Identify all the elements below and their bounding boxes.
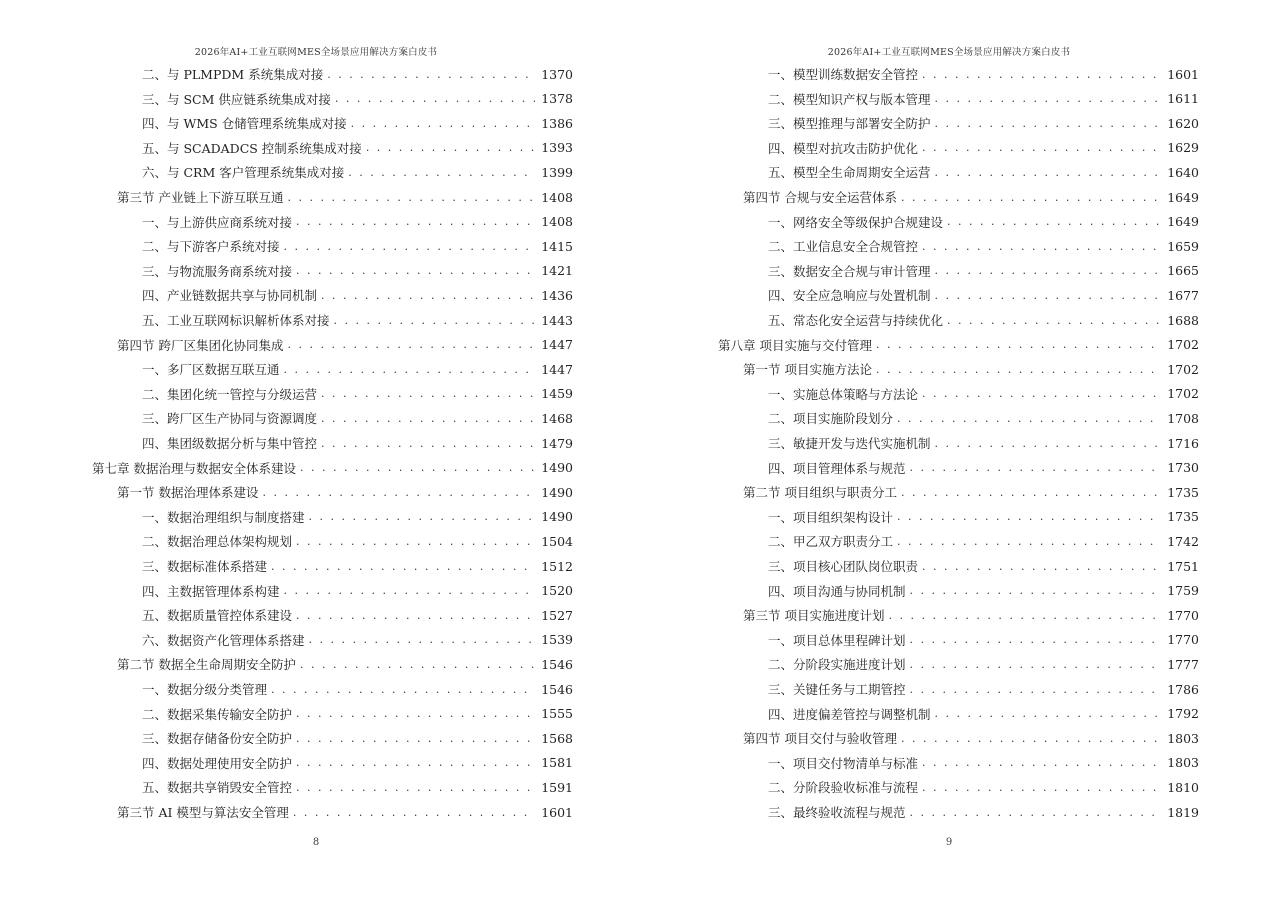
- toc-dot-leader: [321, 289, 535, 302]
- toc-entry[interactable]: [117, 480, 573, 504]
- toc-entry-title: 第四节 合规与安全运营体系: [743, 190, 897, 205]
- toc-dot-leader: [935, 92, 1161, 105]
- toc-entry-title: 二、甲乙双方职责分工: [768, 534, 894, 550]
- toc-dot-leader: [296, 264, 535, 277]
- toc-entry-page: 1546: [541, 681, 573, 697]
- toc-entry-title: 一、多厂区数据互联互通: [142, 362, 280, 378]
- toc-entry[interactable]: [142, 628, 573, 652]
- toc-entry-page: 1490: [541, 484, 573, 500]
- toc-dot-leader: [309, 633, 535, 646]
- toc-entry-title: 第二节 项目组织与职责分工: [743, 485, 897, 501]
- toc-entry[interactable]: [743, 480, 1199, 504]
- toc-entry-title: 五、常态化安全运营与持续优化: [768, 313, 944, 328]
- toc-dot-leader: [334, 314, 535, 327]
- toc-entry-title: 二、数据采集传输安全防护: [142, 706, 293, 722]
- toc-entry[interactable]: [768, 136, 1199, 160]
- toc-entry-title: 四、项目管理体系与规范: [768, 460, 906, 476]
- toc-entry-title: 第一节 项目实施方法论: [743, 362, 872, 378]
- toc-entry-title: 一、项目总体里程碑计划: [768, 632, 906, 648]
- toc-dot-leader: [296, 609, 535, 622]
- toc-dot-leader: [321, 437, 535, 450]
- toc-entry-title: 四、数据处理使用安全防护: [142, 755, 293, 771]
- toc-entry-page: 1819: [1167, 804, 1199, 820]
- toc-dot-leader: [271, 683, 535, 696]
- toc-entry-page: 1601: [1167, 66, 1199, 82]
- toc-dot-leader: [300, 461, 535, 474]
- toc-dot-leader: [935, 117, 1161, 130]
- toc-entry[interactable]: [142, 726, 573, 750]
- toc-entry-title: 一、与上游供应商系统对接: [142, 214, 293, 230]
- toc-entry-page: 1436: [541, 287, 573, 303]
- toc-entry-page: 1792: [1167, 706, 1199, 722]
- toc-entry[interactable]: [142, 603, 573, 627]
- toc-entry-page: 1702: [1167, 361, 1199, 377]
- toc-entry-page: 1386: [541, 115, 573, 131]
- toc-entry-title: 四、模型对抗攻击防护优化: [768, 140, 919, 156]
- toc-dot-leader: [309, 510, 535, 523]
- toc-entry[interactable]: [142, 210, 573, 234]
- toc-entry[interactable]: [142, 234, 573, 258]
- toc-entry-page: 1443: [541, 312, 573, 328]
- toc-dot-leader: [935, 289, 1161, 302]
- toc-entry-page: 1702: [1167, 386, 1199, 402]
- toc-dot-leader: [293, 806, 535, 819]
- toc-entry-page: 1447: [541, 337, 573, 353]
- toc-entry-page: 1688: [1167, 312, 1199, 328]
- toc-entry-page: 1742: [1167, 533, 1199, 549]
- toc-entry-title: 四、产业链数据共享与协同机制: [142, 288, 318, 304]
- toc-dot-leader: [262, 486, 535, 499]
- toc-dot-leader: [876, 338, 1161, 351]
- toc-entry-page: 1393: [541, 140, 573, 156]
- toc-entry[interactable]: [743, 726, 1199, 750]
- toc-entry[interactable]: [142, 406, 573, 430]
- toc-entry-title: 三、跨厂区生产协同与资源调度: [142, 411, 318, 427]
- toc-entry-page: 1512: [541, 558, 573, 574]
- toc-dot-leader: [296, 215, 535, 228]
- toc-entry[interactable]: [768, 579, 1199, 603]
- toc-entry-title: 二、数据治理总体架构规划: [142, 534, 293, 550]
- toc-entry-page: 1708: [1167, 410, 1199, 426]
- toc-entry[interactable]: [768, 751, 1199, 775]
- toc-dot-leader: [947, 215, 1161, 228]
- toc-entry-page: 1803: [1167, 755, 1199, 771]
- toc-entry[interactable]: [142, 160, 573, 184]
- toc-dot-leader: [910, 633, 1161, 646]
- right-page: [633, 0, 1265, 898]
- toc-entry-title: 五、数据质量管控体系建设: [142, 608, 293, 624]
- toc-entry-page: 1459: [541, 386, 573, 402]
- toc-entry[interactable]: [768, 529, 1199, 553]
- toc-entry[interactable]: [142, 308, 573, 332]
- toc-entry-page: 1702: [1167, 337, 1199, 353]
- toc-entry[interactable]: [743, 603, 1199, 627]
- toc-entry-title: 二、项目实施阶段划分: [768, 411, 894, 427]
- toc-entry-page: 1370: [541, 66, 573, 82]
- toc-entry-title: 第一节 数据治理体系建设: [117, 485, 259, 501]
- toc-entry-title: 六、与 CRM 客户管理系统集成对接: [142, 165, 345, 181]
- toc-dot-leader: [284, 240, 535, 253]
- toc-dot-leader: [296, 535, 535, 548]
- toc-entry[interactable]: [768, 111, 1199, 135]
- toc-entry[interactable]: [117, 185, 573, 209]
- toc-dot-leader: [351, 117, 535, 130]
- toc-entry-title: 五、与 SCADADCS 控制系统集成对接: [142, 140, 362, 156]
- toc-dot-leader: [922, 141, 1161, 154]
- toc-dot-leader: [910, 658, 1161, 671]
- toc-entry-page: 1786: [1167, 681, 1199, 697]
- toc-entry-title: 四、进度偏差管控与调整机制: [768, 706, 931, 722]
- toc-dot-leader: [935, 166, 1161, 179]
- toc-entry-page: 1490: [541, 460, 573, 476]
- toc-entry[interactable]: [768, 800, 1199, 824]
- toc-entry[interactable]: [768, 431, 1199, 455]
- toc-entry-title: 五、工业互联网标识解析体系对接: [142, 313, 330, 328]
- toc-entry-page: 1568: [541, 730, 573, 746]
- toc-entry-title: 三、项目核心团队岗位职责: [768, 559, 919, 574]
- toc-entry-page: 1659: [1167, 238, 1199, 254]
- toc-entry-page: 1665: [1167, 263, 1199, 279]
- toc-entry[interactable]: [718, 333, 1199, 357]
- toc-entry-title: 二、分阶段验收标准与流程: [768, 780, 919, 796]
- toc-entry[interactable]: [142, 529, 573, 553]
- toc-entry-title: 六、数据资产化管理体系搭建: [142, 632, 305, 648]
- toc-entry-page: 1408: [541, 189, 573, 205]
- toc-entry-title: 一、网络安全等级保护合规建设: [768, 214, 944, 230]
- toc-entry-title: 二、工业信息安全合规管控: [768, 239, 919, 255]
- toc-dot-leader: [348, 166, 535, 179]
- toc-dot-leader: [321, 387, 535, 400]
- toc-entry-page: 1479: [541, 435, 573, 451]
- toc-dot-leader: [922, 781, 1161, 794]
- toc-dot-leader: [922, 756, 1161, 769]
- toc-entry-page: 1649: [1167, 214, 1199, 230]
- toc-dot-leader: [284, 363, 535, 376]
- toc-entry-title: 二、模型知识产权与版本管理: [768, 91, 931, 107]
- toc-entry[interactable]: [142, 751, 573, 775]
- toc-dot-leader: [910, 683, 1161, 696]
- toc-entry[interactable]: [142, 431, 573, 455]
- toc-entry-title: 一、实施总体策略与方法论: [768, 386, 919, 402]
- toc-dot-leader: [910, 461, 1161, 474]
- toc-dot-leader: [897, 510, 1161, 523]
- toc-dot-leader: [271, 560, 535, 573]
- toc-entry-title: 一、数据治理组织与制度搭建: [142, 509, 305, 525]
- toc-entry[interactable]: [117, 652, 573, 676]
- toc-dot-leader: [366, 141, 535, 154]
- toc-entry[interactable]: [768, 702, 1199, 726]
- toc-entry-page: 1629: [1167, 140, 1199, 156]
- toc-dot-leader: [296, 756, 535, 769]
- page-number: 9: [945, 837, 953, 848]
- toc-entry[interactable]: [743, 357, 1199, 381]
- toc-dot-leader: [287, 338, 535, 351]
- toc-entry-title: 二、与下游客户系统对接: [142, 239, 280, 255]
- toc-entry-page: 1716: [1167, 435, 1199, 451]
- toc-entry-page: 1751: [1167, 558, 1199, 574]
- toc-entry[interactable]: [743, 185, 1199, 209]
- toc-entry-title: 四、项目沟通与协同机制: [768, 583, 906, 599]
- toc-dot-leader: [910, 806, 1161, 819]
- left-page: [0, 0, 632, 898]
- toc-entry-page: 1490: [541, 509, 573, 525]
- toc-entry-page: 1777: [1167, 656, 1199, 672]
- toc-entry[interactable]: [117, 800, 573, 824]
- toc-entry[interactable]: [142, 111, 573, 135]
- toc-entry[interactable]: [142, 87, 573, 111]
- toc-entry-title: 第三节 AI 模型与算法安全管理: [117, 805, 289, 820]
- toc-entry[interactable]: [142, 62, 573, 86]
- toc-dot-leader: [300, 658, 535, 671]
- toc-dot-leader: [897, 535, 1161, 548]
- toc-entry-title: 三、最终验收流程与规范: [768, 805, 906, 820]
- toc-entry-title: 第八章 项目实施与交付管理: [718, 337, 872, 353]
- toc-entry[interactable]: [768, 259, 1199, 283]
- toc-entry-page: 1591: [541, 779, 573, 795]
- toc-entry-page: 1677: [1167, 287, 1199, 303]
- toc-entry[interactable]: [768, 652, 1199, 676]
- toc-entry[interactable]: [142, 505, 573, 529]
- toc-entry-page: 1730: [1167, 460, 1199, 476]
- toc-dot-leader: [901, 191, 1161, 204]
- toc-entry[interactable]: [92, 456, 573, 480]
- toc-entry-title: 四、与 WMS 仓储管理系统集成对接: [142, 116, 347, 132]
- toc-entry-page: 1770: [1167, 607, 1199, 623]
- toc-entry-title: 三、模型推理与部署安全防护: [768, 116, 931, 132]
- toc-entry-page: 1810: [1167, 779, 1199, 795]
- toc-entry-title: 一、项目交付物清单与标准: [768, 755, 919, 771]
- toc-entry[interactable]: [768, 406, 1199, 430]
- toc-entry-title: 一、模型训练数据安全管控: [768, 67, 919, 82]
- toc-entry[interactable]: [142, 357, 573, 381]
- toc-entry-title: 第四节 跨厂区集团化协同集成: [117, 337, 284, 353]
- toc-entry[interactable]: [768, 308, 1199, 332]
- toc-dot-leader: [922, 387, 1161, 400]
- toc-entry-page: 1759: [1167, 583, 1199, 599]
- toc-dot-leader: [947, 314, 1161, 327]
- toc-entry-title: 二、与 PLMPDM 系统集成对接: [142, 67, 324, 82]
- page-header: 2026年AI+工业互联网MES全场景应用解决方案白皮书: [194, 47, 438, 58]
- toc-entry-title: 第三节 产业链上下游互联互通: [117, 190, 284, 205]
- toc-entry-page: 1415: [541, 238, 573, 254]
- toc-entry-title: 五、模型全生命周期安全运营: [768, 165, 931, 181]
- toc-dot-leader: [284, 584, 535, 597]
- toc-entry-title: 三、数据存储备份安全防护: [142, 731, 293, 747]
- toc-entry[interactable]: [142, 136, 573, 160]
- toc-entry[interactable]: [142, 554, 573, 578]
- toc-entry-page: 1581: [541, 755, 573, 771]
- toc-dot-leader: [910, 584, 1161, 597]
- toc-entry-title: 第四节 项目交付与验收管理: [743, 731, 897, 747]
- toc-entry-page: 1421: [541, 263, 573, 279]
- toc-entry-page: 1735: [1167, 509, 1199, 525]
- toc-entry[interactable]: [768, 382, 1199, 406]
- toc-dot-leader: [901, 732, 1161, 745]
- toc-entry-title: 四、主数据管理体系构建: [142, 583, 280, 599]
- toc-entry-page: 1378: [541, 91, 573, 107]
- toc-entry-title: 三、数据标准体系搭建: [142, 559, 268, 574]
- toc-dot-leader: [296, 781, 535, 794]
- toc-entry-title: 三、关键任务与工期管控: [768, 682, 906, 697]
- toc-entry-title: 第三节 项目实施进度计划: [743, 608, 885, 624]
- toc-entry-page: 1611: [1167, 91, 1199, 107]
- toc-entry-title: 三、敏捷开发与迭代实施机制: [768, 436, 931, 451]
- toc-entry-page: 1408: [541, 214, 573, 230]
- toc-entry[interactable]: [768, 505, 1199, 529]
- toc-entry-page: 1468: [541, 410, 573, 426]
- toc-entry-title: 四、集团级数据分析与集中管控: [142, 436, 318, 451]
- toc-entry[interactable]: [768, 677, 1199, 701]
- toc-entry-page: 1803: [1167, 730, 1199, 746]
- toc-dot-leader: [876, 363, 1161, 376]
- toc-entry-page: 1601: [541, 804, 573, 820]
- toc-entry[interactable]: [142, 677, 573, 701]
- toc-entry-page: 1735: [1167, 484, 1199, 500]
- toc-entry[interactable]: [768, 234, 1199, 258]
- toc-dot-leader: [901, 486, 1161, 499]
- toc-entry-page: 1399: [541, 164, 573, 180]
- toc-dot-leader: [335, 92, 535, 105]
- toc-dot-leader: [935, 707, 1161, 720]
- toc-entry-page: 1555: [541, 706, 573, 722]
- toc-entry-page: 1649: [1167, 189, 1199, 205]
- toc-entry[interactable]: [142, 382, 573, 406]
- toc-dot-leader: [888, 609, 1161, 622]
- toc-entry[interactable]: [117, 333, 573, 357]
- toc-entry-page: 1447: [541, 361, 573, 377]
- toc-entry[interactable]: [142, 579, 573, 603]
- toc-entry[interactable]: [142, 259, 573, 283]
- toc-entry-page: 1620: [1167, 115, 1199, 131]
- toc-entry[interactable]: [768, 628, 1199, 652]
- toc-entry[interactable]: [142, 702, 573, 726]
- page-number: 8: [312, 837, 320, 848]
- toc-entry-page: 1539: [541, 632, 573, 648]
- toc-entry-page: 1770: [1167, 632, 1199, 648]
- toc-dot-leader: [935, 437, 1161, 450]
- toc-entry-page: 1520: [541, 583, 573, 599]
- toc-entry-title: 二、分阶段实施进度计划: [768, 657, 906, 673]
- toc-dot-leader: [922, 560, 1161, 573]
- toc-entry[interactable]: [768, 210, 1199, 234]
- toc-entry[interactable]: [768, 62, 1199, 86]
- toc-entry-title: 第七章 数据治理与数据安全体系建设: [92, 460, 296, 476]
- toc-dot-leader: [922, 68, 1161, 81]
- toc-entry[interactable]: [768, 554, 1199, 578]
- toc-dot-leader: [287, 191, 535, 204]
- toc-entry-title: 第二节 数据全生命周期安全防护: [117, 657, 296, 673]
- toc-entry[interactable]: [768, 87, 1199, 111]
- toc-dot-leader: [321, 412, 535, 425]
- toc-dot-leader: [897, 412, 1161, 425]
- toc-entry-title: 三、数据安全合规与审计管理: [768, 263, 931, 279]
- toc-entry-title: 五、数据共享销毁安全管控: [142, 780, 293, 796]
- toc-entry-page: 1527: [541, 607, 573, 623]
- toc-entry-title: 三、与 SCM 供应链系统集成对接: [142, 91, 331, 107]
- toc-entry-title: 三、与物流服务商系统对接: [142, 263, 293, 279]
- toc-entry[interactable]: [768, 775, 1199, 799]
- toc-entry-title: 一、数据分级分类管理: [142, 682, 268, 697]
- toc-dot-leader: [327, 68, 535, 81]
- toc-dot-leader: [296, 707, 535, 720]
- toc-entry[interactable]: [768, 456, 1199, 480]
- toc-entry-page: 1546: [541, 656, 573, 672]
- toc-entry-title: 四、安全应急响应与处置机制: [768, 288, 931, 304]
- toc-entry[interactable]: [768, 160, 1199, 184]
- toc-dot-leader: [922, 240, 1161, 253]
- toc-dot-leader: [296, 732, 535, 745]
- toc-entry-title: 一、项目组织架构设计: [768, 509, 894, 525]
- toc-entry-title: 二、集团化统一管控与分级运营: [142, 386, 318, 402]
- toc-dot-leader: [935, 264, 1161, 277]
- toc-entry-page: 1640: [1167, 164, 1199, 180]
- toc-entry[interactable]: [142, 775, 573, 799]
- toc-entry-page: 1504: [541, 533, 573, 549]
- toc-entry[interactable]: [142, 283, 573, 307]
- page-header: 2026年AI+工业互联网MES全场景应用解决方案白皮书: [827, 47, 1071, 58]
- toc-entry[interactable]: [768, 283, 1199, 307]
